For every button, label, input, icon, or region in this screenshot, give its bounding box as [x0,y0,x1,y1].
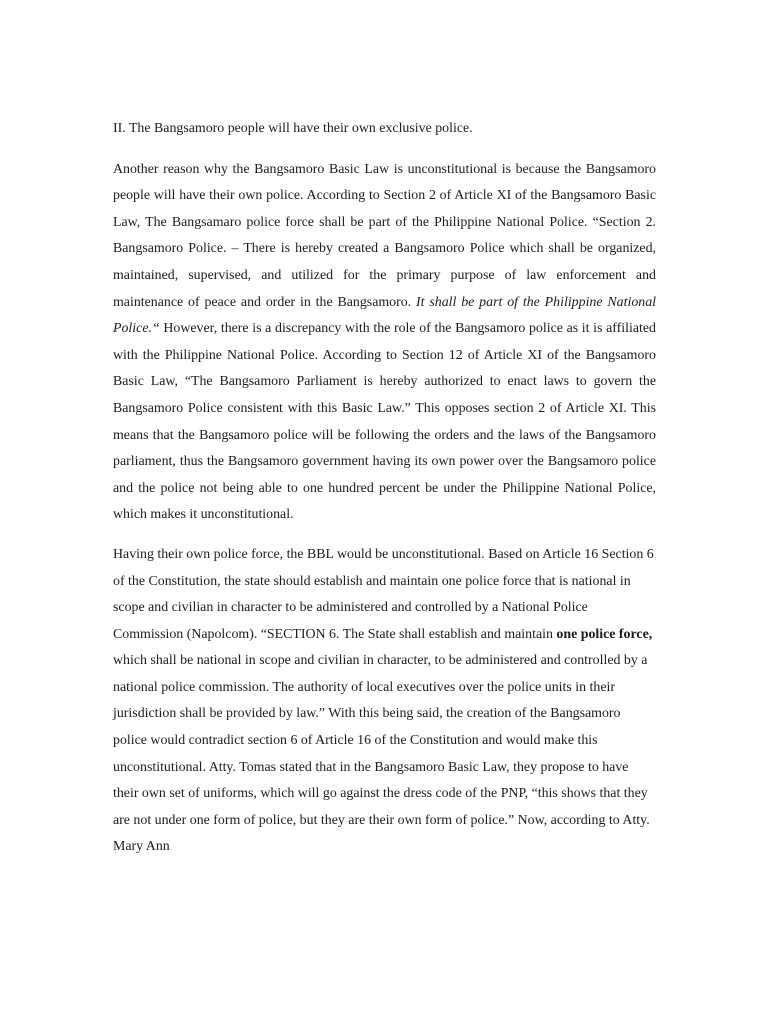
paragraph-2-text-a: Having their own police force, the BBL would be unconstitutional. Based on Article 16 Section 6 of the Constitution, the state should establish and maintain one police force that is national in scope and civilian in character to be administered and controlled by a National Police Commission (Napolcom). “SECTION 6. The State shall establish and maintain [113,546,654,642]
paragraph-2-bold-phrase: one police force, [556,626,653,642]
document-body [113,116,656,861]
paragraph-2 [113,542,656,861]
paragraph-1-text-b: However, there is a discrepancy with the role of the Bangsamoro police as it is affiliated with the Philippine National Police. According to Section 12 of Article XI of the Bangsamoro Basic Law, “The Bangsamoro Parliament is hereby authorized to enact laws to govern the Bangsamoro Police consistent with this Basic Law.” This opposes section 2 of Article XI. This means that the Bangsamoro police will be following the orders and the laws of the Bangsamoro parliament, thus the Bangsamoro government having its own power over the Bangsamoro police and the police not being able to one hundred percent be under the Philippine National Police, which makes it unconstitutional. [113,321,656,523]
paragraph-2-text-b: which shall be national in scope and civilian in character, to be administered and controlled by a national police commission. The authority of local executives over the police units in their jurisdiction shall be provided by law.” With this being said, the creation of the Bangsamoro police would contradict section 6 of Article 16 of the Constitution and would make this unconstitutional. Atty. Tomas stated that in the Bangsamoro Basic Law, they propose to have their own set of uniforms, which will go against the dress code of the PNP, “this shows that they are not under one form of police, but they are their own form of police.” Now, according to Atty. Mary Ann [113,653,650,855]
paragraph-1-text-a: Another reason why the Bangsamoro Basic Law is unconstitutional is because the Bangsamoro people will have their own police. According to Section 2 of Article XI of the Bangsamoro Basic Law, The Bangsamaro police force shall be part of the Philippine National Police. “Section 2. Bangsamoro Police. – There is hereby created a Bangsamoro Police which shall be organized, maintained, supervised, and utilized for the primary purpose of law enforcement and maintenance of peace and order in the Bangsamoro. [113,161,656,310]
paragraph-1 [113,157,656,529]
paragraph-1-italic-quote: It shall be part of the Philippine National Police.“ [113,294,657,337]
section-heading: II. The Bangsamoro people will have their own exclusive police. [113,121,473,136]
